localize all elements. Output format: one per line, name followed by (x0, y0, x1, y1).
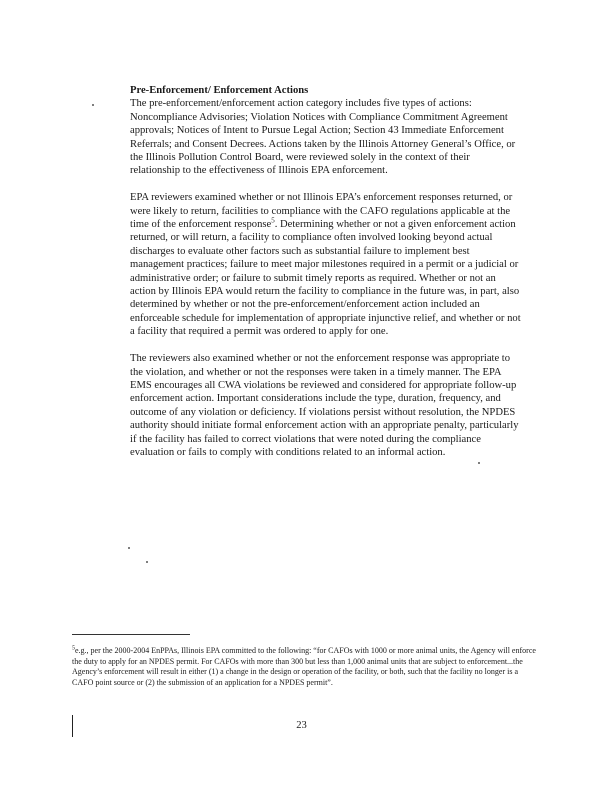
scan-speck (146, 561, 148, 563)
footnote-marker: 5 (72, 645, 75, 652)
body-content (130, 84, 522, 473)
section-heading: Pre-Enforcement/ Enforcement Actions (130, 85, 309, 96)
paragraph-1: The pre-enforcement/enforcement action category includes five types of actions: Noncompliance Advisories; Violation Notices with Compliance Commitment Agreement approvals; Notices of Intent to Pursue Legal Action; Section 43 Immediate Enforcement Referrals; and Consent Decrees. Actions taken by the Illinois Attorney General’s Office, or the Illinois Pollution Control Board, were reviewed solely in the context of their relationship to the effectiveness of Illinois EPA enforcement. (130, 98, 516, 177)
paragraph-2 (130, 191, 522, 338)
scan-speck (128, 547, 130, 549)
paragraph-2-text-cont: . Determining whether or not a given enforcement action returned, or will return, a facility to compliance often involved looking beyond actual discharges to evaluate other factors such as substantial failure to implement best management practices; failure to meet major milestones required in a permit or a judicial or administrative order; or failure to submit timely reports as required. Whether or not an action by Illinois EPA would return the facility to compliance in the future was, in part, also determined by whether or not the pre-enforcement/enforcement action included an enforceable schedule for implementation of appropriate injunctive relief, and whether or not a facility that required a permit was ordered to apply for one. (130, 219, 521, 338)
page-number: 23 (296, 720, 307, 731)
scan-speck (478, 462, 480, 464)
footnote (72, 646, 536, 688)
paragraph-2-text: EPA reviewers examined whether or not Illinois EPA’s enforcement responses returned, or were likely to return, facilities to compliance with the CAFO regulations applicable at the time of the enforcement response (130, 192, 513, 231)
footnote-reference: 5 (271, 216, 275, 225)
paragraph-3: The reviewers also examined whether or not the enforcement response was appropriate to the violation, and whether or not the responses were taken in a timely manner. The EPA EMS encourages all CWA violations be reviewed and considered for appropriate follow-up enforcement action. Important considerations include the type, duration, frequency, and outcome of any violation or deficiency. If violations persist without resolution, the NPDES authority should initiate formal enforcement action with an appropriate penalty, particularly if the facility has failed to correct violations that were noted during the compliance evaluation or fails to comply with conditions related to an informal action. (130, 353, 519, 458)
scan-speck (92, 104, 94, 106)
footnote-text: e.g., per the 2000-2004 EnPPAs, Illinois EPA committed to the following: “for CAFOs with 1000 or more animal units, the Agency will enforce the duty to apply for an NPDES permit. For CAFOs with more than 300 but less than 1,000 animal units that are subject to enforcement...the Agency’s enforcement will result in either (1) a change in the design or operation of the facility, or both, such that the facility no longer is a CAFO point source or (2) the submission of an application for a NPDES permit”. (72, 646, 536, 687)
footnote-separator (72, 634, 190, 635)
